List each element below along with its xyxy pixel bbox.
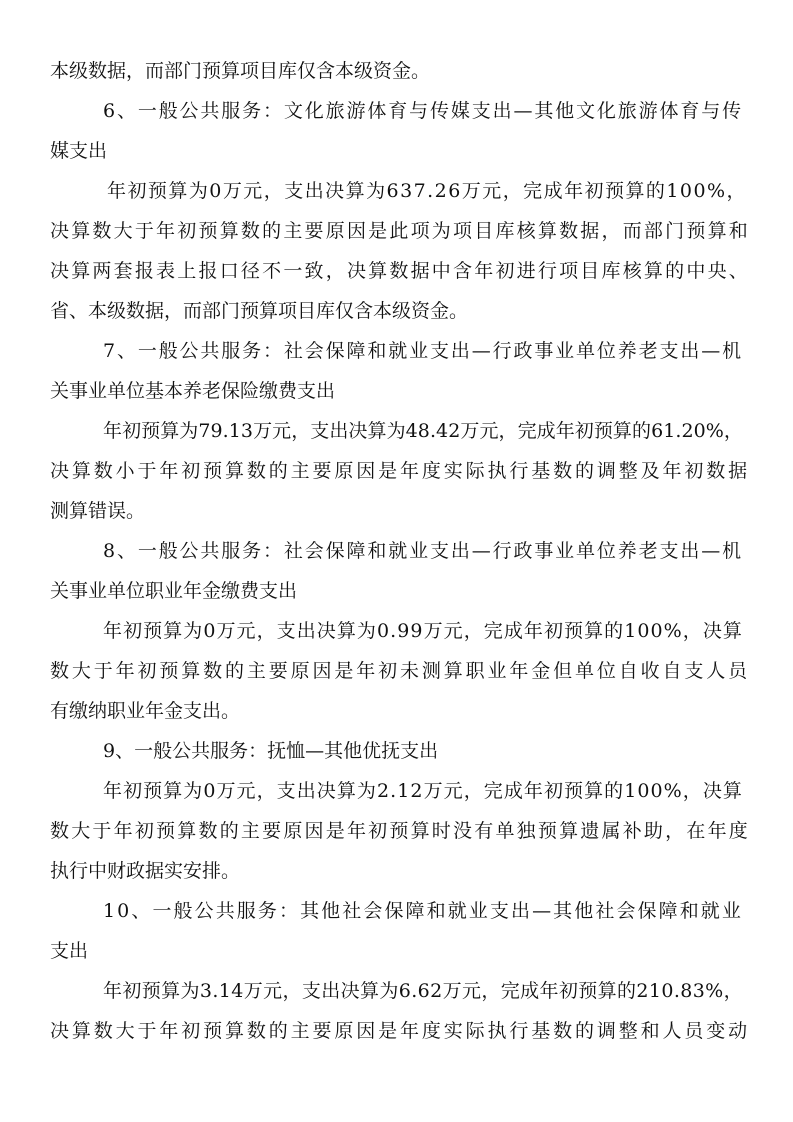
text-line-11: 决算数小于年初预算数的主要原因是年度实际执行基数的调整及年初数据: [50, 460, 750, 482]
text-line-20: 数大于年初预算数的主要原因是年初预算时没有单独预算遗属补助，在年度: [50, 820, 750, 842]
text-line-19: 年初预算为0万元，支出决算为2.12万元，完成年初预算的100%，决算: [103, 780, 743, 802]
heading-item-7-line-1: 7、一般公共服务：社会保障和就业支出—行政事业单位养老支出—机: [103, 340, 743, 362]
text-line-12: 测算错误。: [50, 500, 146, 522]
heading-item-10-line-1: 10、一般公共服务：其他社会保障和就业支出—其他社会保障和就业: [103, 900, 743, 922]
heading-item-8-line-1: 8、一般公共服务：社会保障和就业支出—行政事业单位养老支出—机: [103, 540, 743, 562]
text-line-16: 数大于年初预算数的主要原因是年初未测算职业年金但单位自收自支人员: [50, 660, 750, 682]
text-line-17: 有缴纳职业年金支出。: [50, 700, 241, 722]
text-line-10: 年初预算为79.13万元，支出决算为48.42万元，完成年初预算的61.20%，: [103, 420, 743, 442]
text-line-25: 决算数大于年初预算数的主要原因是年度实际执行基数的调整和人员变动: [50, 1020, 750, 1042]
text-line-7: 省、本级数据，而部门预算项目库仅含本级资金。: [50, 300, 469, 322]
text-line-24: 年初预算为3.14万元，支出决算为6.62万元，完成年初预算的210.83%，: [103, 980, 743, 1002]
text-line-4: 年初预算为0万元，支出决算为637.26万元，完成年初预算的100%，: [107, 180, 747, 202]
heading-item-9: 9、一般公共服务：抚恤—其他优抚支出: [103, 740, 439, 762]
text-line-15: 年初预算为0万元，支出决算为0.99万元，完成年初预算的100%，决算: [103, 620, 743, 642]
text-line-5: 决算数大于年初预算数的主要原因是此项为项目库核算数据，而部门预算和: [50, 220, 750, 242]
heading-item-7-line-2: 关事业单位基本养老保险缴费支出: [50, 380, 336, 402]
text-line-1: 本级数据，而部门预算项目库仅含本级资金。: [50, 60, 431, 82]
heading-item-8-line-2: 关事业单位职业年金缴费支出: [50, 580, 298, 602]
heading-item-6-line-1: 6、一般公共服务：文化旅游体育与传媒支出—其他文化旅游体育与传: [103, 100, 743, 122]
text-line-21: 执行中财政据实安排。: [50, 860, 241, 882]
text-line-6: 决算两套报表上报口径不一致，决算数据中含年初进行项目库核算的中央、: [50, 260, 750, 282]
heading-item-6-line-2: 媒支出: [50, 140, 108, 162]
heading-item-10-line-2: 支出: [50, 940, 89, 962]
